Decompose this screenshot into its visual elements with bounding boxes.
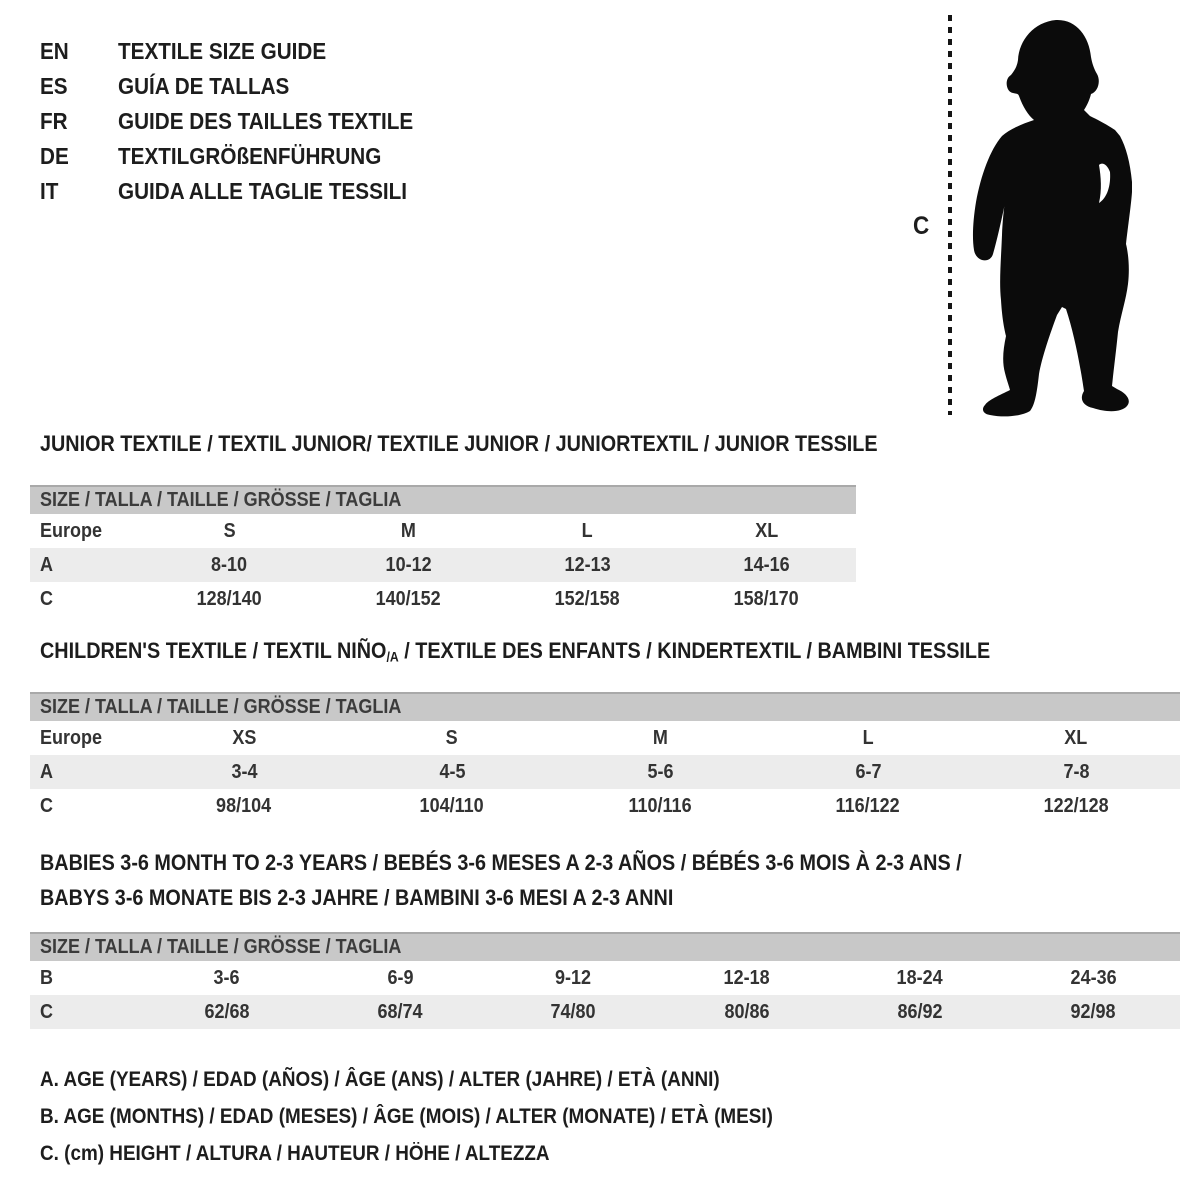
table-row-age [30,548,856,582]
measure-letter: C [913,212,930,240]
cell-value: 62/68 [204,1000,250,1023]
junior-size-header-bar [30,485,856,514]
cell-value: 140/152 [375,587,442,610]
cell-value: 68/74 [377,1000,423,1023]
lang-row-en [40,34,446,69]
row-label: C [40,587,54,610]
row-label: C [40,1000,54,1023]
cell-value: S [223,519,236,542]
children-size-header-bar [30,692,1180,721]
cell-value: 122/128 [1043,794,1109,817]
cell-value: 110/116 [628,794,692,817]
legend-line-b [40,1098,854,1135]
cell-value: 86/92 [897,1000,943,1023]
legend-text-c: C. (cm) HEIGHT / ALTURA / HAUTEUR / HÖHE / ALTEZZA [40,1142,550,1165]
cell-value: XL [754,519,779,542]
legend-line-a [40,1061,854,1098]
children-title-sub: /A [386,649,399,665]
lang-row-it [40,174,446,209]
cell-value: 116/122 [835,794,901,817]
cell-value: 3-4 [230,760,258,783]
row-label: B [40,966,54,989]
lang-title: GUIDA ALLE TAGLIE TESSILI [118,178,408,204]
language-title-list [40,34,446,209]
cell-value: 104/110 [419,794,485,817]
babies-title-line2: BABYS 3-6 MONATE BIS 2-3 JAHRE / BAMBINI 3-6 MESI A 2-3 ANNI [40,885,674,910]
children-section-title [40,638,1096,670]
legend-text-b: B. AGE (MONTHS) / EDAD (MESES) / ÂGE (MOIS) / ALTER (MONATE) / ETÀ (MESI) [40,1105,773,1128]
cell-value: 14-16 [743,553,790,576]
cell-value: 6-9 [386,966,413,989]
table-row-height [30,995,1180,1029]
size-header-text: SIZE / TALLA / TAILLE / GRÖSSE / TAGLIA [40,489,402,511]
figure-measure-label [913,212,931,241]
lang-code: ES [40,73,68,99]
size-header-text: SIZE / TALLA / TAILLE / GRÖSSE / TAGLIA [40,696,402,718]
lang-title: GUÍA DE TALLAS [118,73,290,99]
height-measure-figure [900,10,1150,420]
lang-row-es [40,69,446,104]
cell-value: M [400,519,416,542]
lang-code: IT [40,178,59,204]
row-label: C [40,794,54,817]
children-title-after: / TEXTILE DES ENFANTS / KINDERTEXTIL / BAMBINI TESSILE [398,638,991,663]
junior-title-text: JUNIOR TEXTILE / TEXTIL JUNIOR/ TEXTILE JUNIOR / JUNIORTEXTIL / JUNIOR TESSILE [40,431,878,456]
children-title-text [40,638,990,670]
table-row-europe [30,514,856,548]
cell-value: 18-24 [896,966,943,989]
cell-value: 5-6 [646,760,674,783]
cell-value: XS [231,726,257,749]
children-size-table [30,692,1180,823]
babies-size-header-bar [30,932,1180,961]
cell-value: XL [1064,726,1088,749]
cell-value: 12-13 [564,553,611,576]
babies-section-title [40,845,1064,915]
size-header-text: SIZE / TALLA / TAILLE / GRÖSSE / TAGLIA [40,936,402,958]
junior-section-title [40,431,971,457]
lang-code: DE [40,143,69,169]
table-row-height [30,789,1180,823]
table-row-europe [30,721,1180,755]
table-row-age [30,755,1180,789]
babies-size-table [30,932,1180,1029]
cell-value: 98/104 [216,794,272,817]
lang-row-de [40,139,446,174]
row-label: A [40,553,54,576]
cell-value: 12-18 [723,966,770,989]
legend-text-a: A. AGE (YEARS) / EDAD (AÑOS) / ÂGE (ANS) / ALTER (JAHRE) / ETÀ (ANNI) [40,1068,720,1091]
measure-legend [40,1061,854,1172]
cell-value: 3-6 [213,966,240,989]
lang-row-fr [40,104,446,139]
table-row-height [30,582,856,616]
cell-value: 74/80 [550,1000,596,1023]
cell-value: 6-7 [854,760,882,783]
cell-value: 152/158 [554,587,621,610]
cell-value: M [652,726,668,749]
legend-line-c [40,1135,854,1172]
cell-value: 158/170 [733,587,800,610]
lang-code: EN [40,38,69,64]
lang-title: TEXTILGRÖßENFÜHRUNG [118,143,382,169]
table-row-months [30,961,1180,995]
cell-value: 80/86 [724,1000,770,1023]
children-title-before: CHILDREN'S TEXTILE / TEXTIL NIÑO [40,638,387,663]
row-label: Europe [40,519,103,542]
cell-value: L [862,726,874,749]
cell-value: L [582,519,593,542]
cell-value: 10-12 [385,553,432,576]
babies-title-line1: BABIES 3-6 MONTH TO 2-3 YEARS / BEBÉS 3-6 MESES A 2-3 AÑOS / BÉBÉS 3-6 MOIS À 2-3 ANS / [40,850,962,875]
cell-value: 92/98 [1070,1000,1116,1023]
cell-value: 24-36 [1070,966,1117,989]
cell-value: 7-8 [1062,760,1090,783]
lang-title: TEXTILE SIZE GUIDE [118,38,327,64]
junior-size-table [30,485,856,616]
cell-value: 8-10 [211,553,248,576]
toddler-silhouette-icon [973,20,1132,416]
row-label: A [40,760,54,783]
lang-code: FR [40,108,68,134]
cell-value: S [445,726,459,749]
cell-value: 4-5 [438,760,466,783]
lang-title: GUIDE DES TAILLES TEXTILE [118,108,414,134]
cell-value: 128/140 [196,587,263,610]
cell-value: 9-12 [555,966,592,989]
row-label: Europe [40,726,103,749]
